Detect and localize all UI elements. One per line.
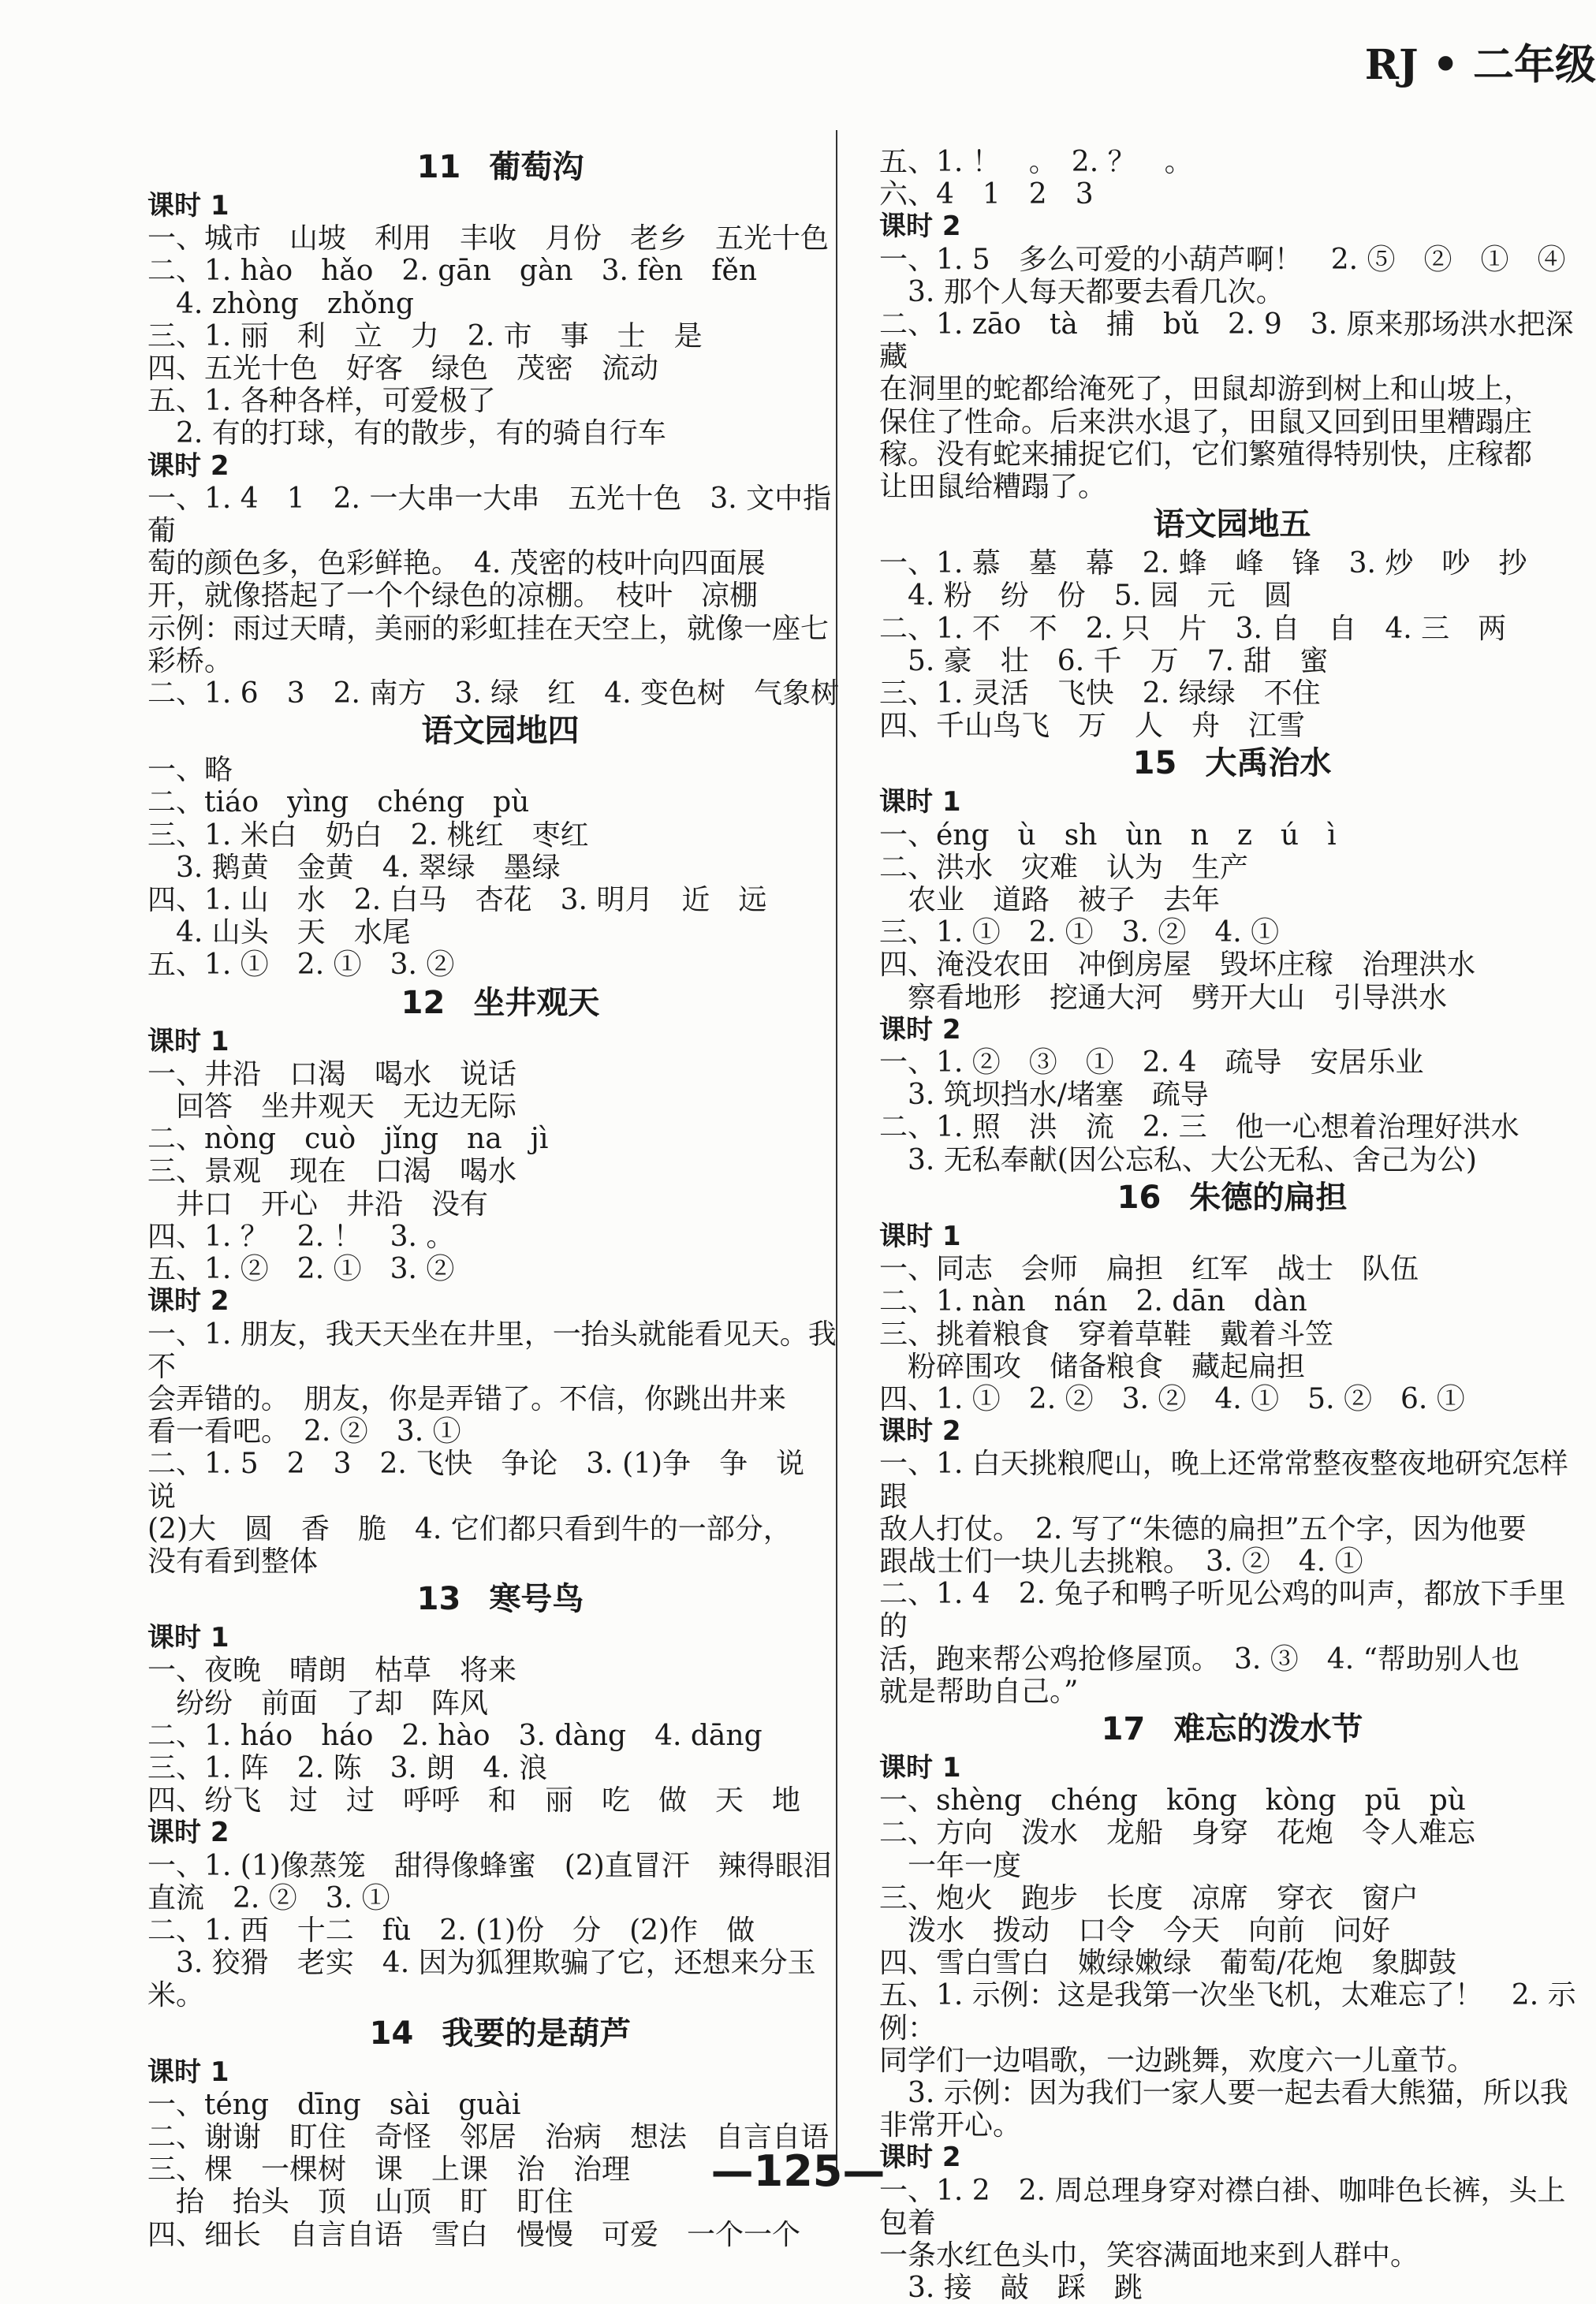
answer-line: 一、1. (1)像蒸笼 甜得像蜂蜜 (2)直冒汗 辣得眼泪 xyxy=(147,1849,832,1882)
answer-line: 敌人打仗。 2. 写了“朱德的扁担”五个字，因为他要 xyxy=(879,1512,1527,1545)
answer-line: 五、1. ② 2. ① 3. ② xyxy=(147,1253,455,1286)
answer-lines xyxy=(879,1448,1585,1708)
answer-line: 看一看吧。 2. ② 3. ① xyxy=(147,1415,461,1448)
section-title-16: 16 朱德的扁担 xyxy=(1117,1179,1348,1216)
section-title-yuwen-4: 语文园地四 xyxy=(421,713,580,750)
answer-line: 四、细长 自言自语 雪白 慢慢 可爱 一个一个 xyxy=(147,2218,801,2251)
answer-line: 2. 有的打球，有的散步，有的骑自行车 xyxy=(147,417,666,450)
answer-line: 四、1. ① 2. ② 3. ② 4. ① 5. ② 6. ① xyxy=(879,1382,1465,1415)
answer-line: 三、棵 一棵树 课 上课 治 治理 xyxy=(147,2153,631,2187)
answer-line: 稼。没有蛇来捕捉它们，它们繁殖得特别快，庄稼都 xyxy=(879,438,1533,471)
lesson-label: 课时 2 xyxy=(147,449,229,482)
answer-lines xyxy=(879,547,1585,742)
answer-line: 二、1. 4 2. 兔子和鸭子听见公鸡的叫声，都放下手里的 xyxy=(879,1578,1566,1643)
answer-lines xyxy=(147,1654,853,1817)
answer-line: 在洞里的蛇都给淹死了，田鼠却游到树上和山坡上， xyxy=(879,373,1533,406)
answer-line: 二、方向 泼水 龙船 身穿 花炮 令人难忘 xyxy=(879,1817,1476,1850)
answer-line: 二、1. 照 洪 流 2. 三 他一心想着治理好洪水 xyxy=(879,1111,1520,1144)
answer-line: 一、同志 会师 扁担 红军 战士 队伍 xyxy=(879,1253,1419,1286)
answer-line: 五、1. ① 2. ① 3. ② xyxy=(147,949,455,982)
answer-line: 一、1. 朋友，我天天坐在井里，一抬头就能看见天。我不 xyxy=(147,1318,837,1383)
lesson-label: 课时 2 xyxy=(879,2142,961,2174)
answer-line: (2)大 圆 香 脆 4. 它们都只看到牛的一部分， xyxy=(147,1512,792,1545)
answer-lines xyxy=(879,1784,1585,2142)
answer-line: 一、téng dīng sài guài xyxy=(147,2088,521,2121)
answer-line: 萄的颜色多，色彩鲜艳。 4. 茂密的枝叶向四面展 xyxy=(147,547,766,580)
answer-line: 跟战士们一块儿去挑粮。 3. ② 4. ① xyxy=(879,1545,1363,1578)
lesson-label: 课时 2 xyxy=(879,1013,961,1046)
answer-line: 四、雪白雪白 嫩绿嫩绿 葡萄/花炮 象脚鼓 xyxy=(879,1947,1457,1980)
answer-line: 一、éng ù sh ùn n z ú ì xyxy=(879,818,1337,852)
answer-line: 五、1. ！ 。 2. ？ 。 xyxy=(879,146,1193,178)
answer-line: 3. 无私奉献(因公忘私、大公无私、舍己为公) xyxy=(879,1143,1477,1176)
answer-lines xyxy=(879,244,1585,504)
answer-line: 四、淹没农田 冲倒房屋 毁坏庄稼 治理洪水 xyxy=(879,949,1476,982)
answer-lines xyxy=(147,483,853,710)
lesson-label: 课时 2 xyxy=(879,1415,961,1448)
answer-line: 四、1. ？ 2. ！ 3. 。 xyxy=(147,1220,455,1253)
answer-line: 三、景观 现在 口渴 喝水 xyxy=(147,1155,517,1188)
answer-line: 三、1. 丽 利 立 力 2. 市 事 士 是 xyxy=(147,319,703,352)
answer-lines xyxy=(147,754,853,981)
answer-line: 二、tiáo yìng chéng pù xyxy=(147,786,530,819)
lesson-label: 课时 1 xyxy=(147,1622,229,1654)
section-title-11: 11 葡萄沟 xyxy=(416,149,584,185)
section-title-12: 12 坐井观天 xyxy=(401,984,600,1021)
answer-lines xyxy=(147,1850,853,2012)
answer-line: 三、1. 灵活 飞快 2. 绿绿 不住 xyxy=(879,677,1321,710)
answer-line: 3. 那个人每天都要去看几次。 xyxy=(879,275,1285,308)
answer-line: 三、1. 米白 奶白 2. 桃红 枣红 xyxy=(147,818,589,852)
answer-line: 就是帮助自己。” xyxy=(879,1675,1079,1708)
answer-line: 一、1. 5 多么可爱的小葫芦啊！ 2. ⑤ ② ① ④ xyxy=(879,243,1566,276)
answer-line: 三、挑着粮食 穿着草鞋 戴着斗笠 xyxy=(879,1318,1334,1351)
answer-line: 3. 鹅黄 金黄 4. 翠绿 墨绿 xyxy=(147,851,561,884)
page-number: —125— xyxy=(710,2146,886,2196)
answer-line: 六、4 1 2 3 xyxy=(879,178,1094,211)
answer-line: 二、1. 不 不 2. 只 片 3. 自 自 4. 三 两 xyxy=(879,612,1507,645)
answer-line: 二、谢谢 盯住 奇怪 邻居 治病 想法 自言自语 xyxy=(147,2120,830,2153)
answer-line: 一年一度 xyxy=(879,1849,1022,1882)
answer-line: 直流 2. ② 3. ① xyxy=(147,1881,390,1914)
answer-line: 让田鼠给糟蹋了。 xyxy=(879,471,1107,504)
answer-line: 四、千山鸟飞 万 人 舟 江雪 xyxy=(879,710,1306,743)
answer-line: 一条水红色头巾，笑容满面地来到人群中。 xyxy=(879,2239,1419,2272)
answer-line: 三、炮火 跑步 长度 凉席 穿衣 窗户 xyxy=(879,1881,1419,1914)
answer-line: 三、1. 阵 2. 陈 3. 朗 4. 浪 xyxy=(147,1751,548,1784)
lesson-label: 课时 1 xyxy=(147,2056,229,2088)
answer-line: 抬 抬头 顶 山顶 盯 盯住 xyxy=(147,2186,574,2219)
lesson-label: 课时 2 xyxy=(147,1817,229,1849)
lesson-label: 课时 1 xyxy=(147,1025,229,1057)
answer-line: 四、纷飞 过 过 呼呼 和 丽 吃 做 天 地 xyxy=(147,1784,801,1817)
answer-line: 4. 山头 天 水尾 xyxy=(147,916,411,949)
section-title-15: 15 大禹治水 xyxy=(1132,745,1332,782)
answer-lines xyxy=(879,1046,1585,1176)
lesson-label: 课时 1 xyxy=(147,190,229,222)
answer-line: 察看地形 挖通大河 劈开大山 引导洪水 xyxy=(879,981,1448,1014)
answer-line: 五、1. 各种各样，可爱极了 xyxy=(147,385,496,418)
answer-line: 二、1. 5 2 3 2. 飞快 争论 3. (1)争 争 说 说 xyxy=(147,1448,833,1513)
answer-line: 一、1. 白天挑粮爬山，晚上还常常整夜整夜地研究怎样跟 xyxy=(879,1448,1568,1513)
answer-lines xyxy=(879,146,1585,211)
answer-line: 四、五光十色 好客 绿色 茂密 流动 xyxy=(147,352,659,386)
lesson-label: 课时 1 xyxy=(879,786,961,818)
right-column xyxy=(879,146,1585,2304)
lesson-label: 课时 2 xyxy=(147,1285,229,1318)
answer-line: 五、1. 示例：这是我第一次坐飞机，太难忘了！ 2. 示例： xyxy=(879,1979,1576,2045)
book-grade-label: RJ • 二年级 xyxy=(1364,41,1596,89)
answer-line: 3. 筑坝挡水/堵塞 疏导 xyxy=(879,1079,1209,1112)
answer-line: 纷纷 前面 了却 阵风 xyxy=(147,1687,489,1720)
section-title-yuwen-5: 语文园地五 xyxy=(1153,506,1311,543)
answer-line: 3. 狡猾 老实 4. 因为狐狸欺骗了它，还想来分玉米。 xyxy=(147,1947,816,2012)
answer-line: 二、1. háo háo 2. hào 3. dàng 4. dāng xyxy=(147,1719,763,1752)
answer-line: 农业 道路 被子 去年 xyxy=(879,884,1221,917)
answer-line: 3. 示例：因为我们一家人要一起去看大熊猫，所以我 xyxy=(879,2076,1568,2109)
answer-line: 粉碎围攻 储备粮食 藏起扁担 xyxy=(879,1350,1306,1383)
answer-line: 非常开心。 xyxy=(879,2109,1022,2142)
answer-line: 没有看到整体 xyxy=(147,1545,319,1578)
answer-line: 4. 粉 纷 份 5. 园 元 圆 xyxy=(879,580,1292,613)
answer-line: 4. zhòng zhǒng xyxy=(147,287,414,320)
answer-lines xyxy=(879,1253,1585,1415)
answer-line: 回答 坐井观天 无边无际 xyxy=(147,1090,517,1124)
lesson-label: 课时 1 xyxy=(879,1751,961,1784)
answer-line: 5. 豪 壮 6. 千 万 7. 甜 蜜 xyxy=(879,644,1329,677)
answer-line: 活，跑来帮公鸡抢修屋顶。 3. ③ 4. “帮助别人也 xyxy=(879,1642,1520,1676)
answer-line: 四、1. 山 水 2. 白马 杏花 3. 明月 近 远 xyxy=(147,884,767,917)
answer-line: 二、1. nàn nán 2. dān dàn xyxy=(879,1285,1307,1318)
answer-line: 二、1. zāo tà 捕 bǔ 2. 9 3. 原来那场洪水把深藏 xyxy=(879,308,1574,374)
answer-lines xyxy=(879,819,1585,1014)
answer-line: 一、1. 慕 墓 幕 2. 蜂 峰 锋 3. 炒 吵 抄 xyxy=(879,547,1527,580)
answer-line: 二、nòng cuò jǐng na jì xyxy=(147,1123,549,1156)
answer-lines xyxy=(147,222,853,449)
answer-line: 一、夜晚 晴朗 枯草 将来 xyxy=(147,1654,517,1687)
answer-line: 二、1. hào hǎo 2. gān gàn 3. fèn fěn xyxy=(147,255,758,288)
answer-line: 3. 接 敲 踩 跳 xyxy=(879,2272,1143,2304)
answer-line: 保住了性命。后来洪水退了，田鼠又回到田里糟蹋庄 xyxy=(879,405,1533,438)
lesson-label: 课时 2 xyxy=(879,211,961,243)
section-title-14: 14 我要的是葫芦 xyxy=(369,2015,632,2052)
answer-lines xyxy=(147,1318,853,1579)
answer-lines xyxy=(147,1058,853,1285)
answer-line: 一、1. 2 2. 周总理身穿对襟白褂、咖啡色长裤，头上包着 xyxy=(879,2174,1566,2239)
left-column xyxy=(147,146,853,2251)
section-title-17: 17 难忘的泼水节 xyxy=(1101,1710,1363,1747)
answer-line: 泼水 拨动 口令 今天 向前 问好 xyxy=(879,1914,1391,1947)
answer-line: 示例：雨过天晴，美丽的彩虹挂在天空上，就像一座七 xyxy=(147,612,830,645)
answer-line: 一、1. 4 1 2. 一大串一大串 五光十色 3. 文中指葡 xyxy=(147,482,832,548)
answer-line: 井口 开心 井沿 没有 xyxy=(147,1187,489,1221)
answer-line: 会弄错的。 朋友，你是弄错了。不信，你跳出井来 xyxy=(147,1382,787,1415)
answer-line: 一、井沿 口渴 喝水 说话 xyxy=(147,1057,517,1090)
answer-line: 二、1. 6 3 2. 南方 3. 绿 红 4. 变色树 气象树 xyxy=(147,677,839,710)
answer-line: 同学们一边唱歌，一边跳舞，欢度六一儿童节。 xyxy=(879,2044,1476,2077)
answer-line: 一、shèng chéng kōng kòng pū pù xyxy=(879,1784,1466,1817)
answer-line: 一、1. ② ③ ① 2. 4 疏导 安居乐业 xyxy=(879,1046,1424,1079)
answer-line: 二、洪水 灾难 认为 生产 xyxy=(879,851,1249,884)
answer-line: 彩桥。 xyxy=(147,644,233,677)
answer-line: 开，就像搭起了一个个绿色的凉棚。 枝叶 凉棚 xyxy=(147,580,759,613)
answer-line: 一、略 xyxy=(147,754,233,787)
answer-line: 一、城市 山坡 利用 丰收 月份 老乡 五光十色 xyxy=(147,222,830,255)
section-title-13: 13 寒号鸟 xyxy=(416,1581,584,1618)
answer-line: 二、1. 西 十二 fù 2. (1)份 分 (2)作 做 xyxy=(147,1914,755,1947)
lesson-label: 课时 1 xyxy=(879,1220,961,1252)
answer-line: 三、1. ① 2. ① 3. ② 4. ① xyxy=(879,916,1280,949)
